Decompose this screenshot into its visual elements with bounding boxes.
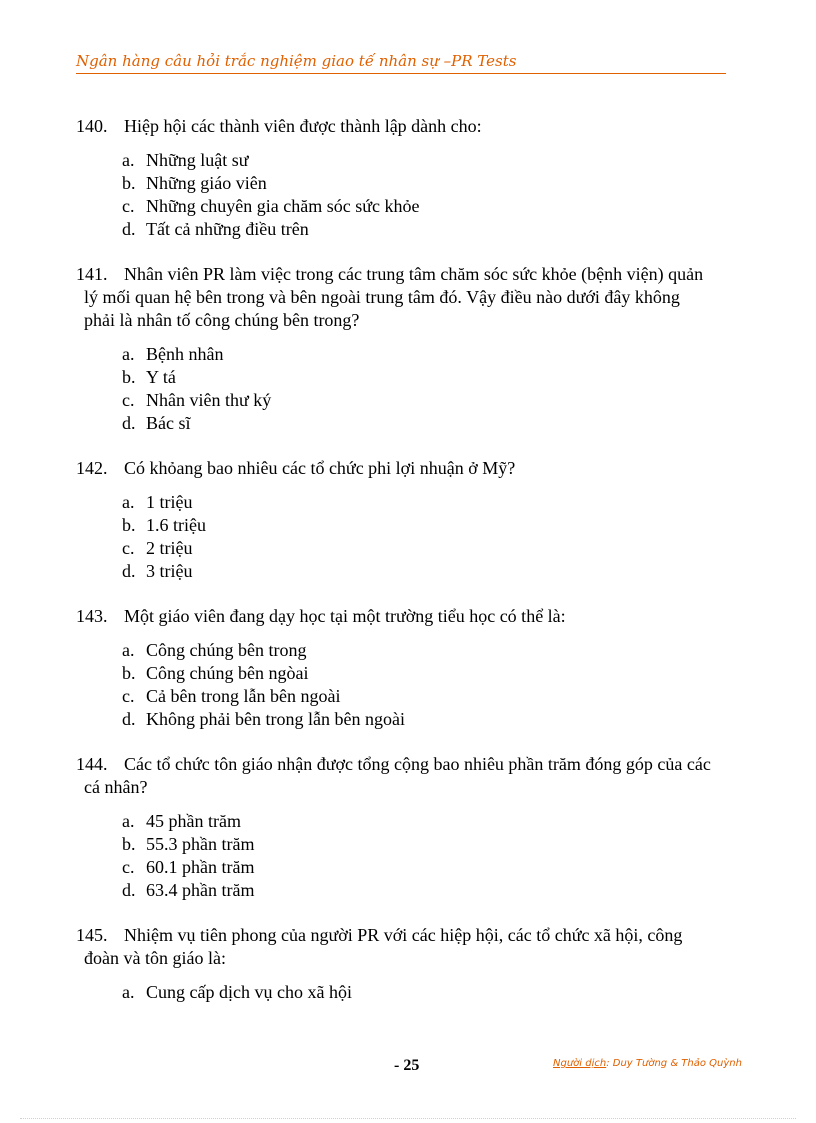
option-text: Nhân viên thư ký bbox=[146, 390, 272, 410]
answer-option bbox=[122, 195, 736, 218]
option-letter: d. bbox=[122, 561, 136, 581]
answer-options bbox=[76, 639, 736, 731]
answer-option bbox=[122, 491, 736, 514]
question-140 bbox=[76, 115, 736, 241]
answer-option bbox=[122, 343, 736, 366]
option-text: Công chúng bên trong bbox=[146, 640, 307, 660]
question-number: 144. bbox=[76, 754, 108, 774]
question-text-line bbox=[76, 263, 736, 286]
question-text: Các tổ chức tôn giáo nhận được tổng cộng bao nhiêu phần trăm đóng góp của các bbox=[124, 754, 711, 774]
page-number: - 25 bbox=[394, 1057, 420, 1074]
option-letter: c. bbox=[122, 390, 135, 410]
option-letter: c. bbox=[122, 686, 135, 706]
page-edge-divider bbox=[20, 1118, 796, 1119]
option-letter: d. bbox=[122, 709, 136, 729]
question-number: 142. bbox=[76, 458, 108, 478]
option-letter: c. bbox=[122, 857, 135, 877]
answer-option bbox=[122, 685, 736, 708]
translator-credit bbox=[553, 1058, 742, 1069]
question-text-line bbox=[76, 605, 736, 628]
answer-option bbox=[122, 389, 736, 412]
option-text: Y tá bbox=[146, 367, 176, 387]
question-number: 140. bbox=[76, 116, 108, 136]
option-letter: a. bbox=[122, 811, 135, 831]
option-letter: a. bbox=[122, 492, 135, 512]
option-letter: a. bbox=[122, 150, 135, 170]
option-letter: d. bbox=[122, 880, 136, 900]
option-letter: a. bbox=[122, 640, 135, 660]
option-letter: a. bbox=[122, 344, 135, 364]
question-141 bbox=[76, 263, 736, 435]
translator-names: : Duy Tường & Thảo Quỳnh bbox=[606, 1058, 742, 1069]
option-text: 1 triệu bbox=[146, 492, 193, 512]
translator-label: Người dịch bbox=[553, 1058, 607, 1069]
option-text: 60.1 phần trăm bbox=[146, 857, 255, 877]
answer-options bbox=[76, 981, 736, 1004]
answer-option bbox=[122, 833, 736, 856]
question-text-line bbox=[76, 753, 736, 776]
answer-option bbox=[122, 856, 736, 879]
question-text: lý mối quan hệ bên trong và bên ngoài trung tâm đó. Vậy điều nào dưới đây không bbox=[84, 287, 680, 307]
option-text: Bệnh nhân bbox=[146, 344, 224, 364]
question-list bbox=[76, 115, 736, 1026]
option-text: 63.4 phần trăm bbox=[146, 880, 255, 900]
option-text: 1.6 triệu bbox=[146, 515, 206, 535]
page-header bbox=[76, 52, 726, 74]
answer-option bbox=[122, 981, 736, 1004]
option-text: Cung cấp dịch vụ cho xã hội bbox=[146, 982, 352, 1002]
question-144 bbox=[76, 753, 736, 902]
header-title: Ngân hàng câu hỏi trắc nghiệm giao tế nhân sự –PR Tests bbox=[76, 52, 517, 70]
answer-option bbox=[122, 560, 736, 583]
question-text-line bbox=[76, 776, 736, 799]
answer-option bbox=[122, 218, 736, 241]
option-text: Bác sĩ bbox=[146, 413, 191, 433]
answer-options bbox=[76, 810, 736, 902]
question-text: Nhân viên PR làm việc trong các trung tâm chăm sóc sức khỏe (bệnh viện) quản bbox=[124, 264, 704, 284]
option-letter: b. bbox=[122, 663, 136, 683]
answer-option bbox=[122, 412, 736, 435]
question-145 bbox=[76, 924, 736, 1004]
question-text: Nhiệm vụ tiên phong của người PR với các hiệp hội, các tổ chức xã hội, công bbox=[124, 925, 683, 945]
option-text: Cả bên trong lẫn bên ngoài bbox=[146, 686, 341, 706]
option-text: Công chúng bên ngòai bbox=[146, 663, 309, 683]
answer-options bbox=[76, 491, 736, 583]
question-text-line bbox=[76, 947, 736, 970]
option-letter: c. bbox=[122, 196, 135, 216]
option-letter: d. bbox=[122, 413, 136, 433]
option-text: 55.3 phần trăm bbox=[146, 834, 255, 854]
question-142 bbox=[76, 457, 736, 583]
option-text: Những chuyên gia chăm sóc sức khỏe bbox=[146, 196, 420, 216]
option-letter: a. bbox=[122, 982, 135, 1002]
question-text: Hiệp hội các thành viên được thành lập dành cho: bbox=[124, 116, 482, 136]
option-letter: b. bbox=[122, 515, 136, 535]
question-text-line bbox=[76, 924, 736, 947]
answer-option bbox=[122, 708, 736, 731]
question-text-line bbox=[76, 286, 736, 309]
option-letter: c. bbox=[122, 538, 135, 558]
question-number: 145. bbox=[76, 925, 108, 945]
option-text: 45 phần trăm bbox=[146, 811, 241, 831]
answer-option bbox=[122, 639, 736, 662]
option-text: Không phải bên trong lẫn bên ngoài bbox=[146, 709, 405, 729]
option-letter: b. bbox=[122, 367, 136, 387]
question-text: Một giáo viên đang dạy học tại một trường tiểu học có thể là: bbox=[124, 606, 566, 626]
answer-option bbox=[122, 149, 736, 172]
question-text: phải là nhân tố công chúng bên trong? bbox=[84, 310, 360, 330]
answer-option bbox=[122, 810, 736, 833]
option-text: 2 triệu bbox=[146, 538, 193, 558]
option-text: Tất cả những điều trên bbox=[146, 219, 309, 239]
option-text: 3 triệu bbox=[146, 561, 193, 581]
option-letter: d. bbox=[122, 219, 136, 239]
answer-option bbox=[122, 537, 736, 560]
question-text: Có khỏang bao nhiêu các tổ chức phi lợi nhuận ở Mỹ? bbox=[124, 458, 516, 478]
question-text-line bbox=[76, 457, 736, 480]
answer-options bbox=[76, 149, 736, 241]
answer-option bbox=[122, 662, 736, 685]
question-number: 141. bbox=[76, 264, 108, 284]
option-text: Những luật sư bbox=[146, 150, 249, 170]
question-text-line bbox=[76, 115, 736, 138]
question-text: cá nhân? bbox=[84, 777, 148, 797]
option-letter: b. bbox=[122, 834, 136, 854]
question-143 bbox=[76, 605, 736, 731]
option-letter: b. bbox=[122, 173, 136, 193]
question-text: đoàn và tôn giáo là: bbox=[84, 948, 226, 968]
answer-options bbox=[76, 343, 736, 435]
answer-option bbox=[122, 514, 736, 537]
answer-option bbox=[122, 879, 736, 902]
question-number: 143. bbox=[76, 606, 108, 626]
option-text: Những giáo viên bbox=[146, 173, 267, 193]
question-text-line bbox=[76, 309, 736, 332]
answer-option bbox=[122, 366, 736, 389]
answer-option bbox=[122, 172, 736, 195]
